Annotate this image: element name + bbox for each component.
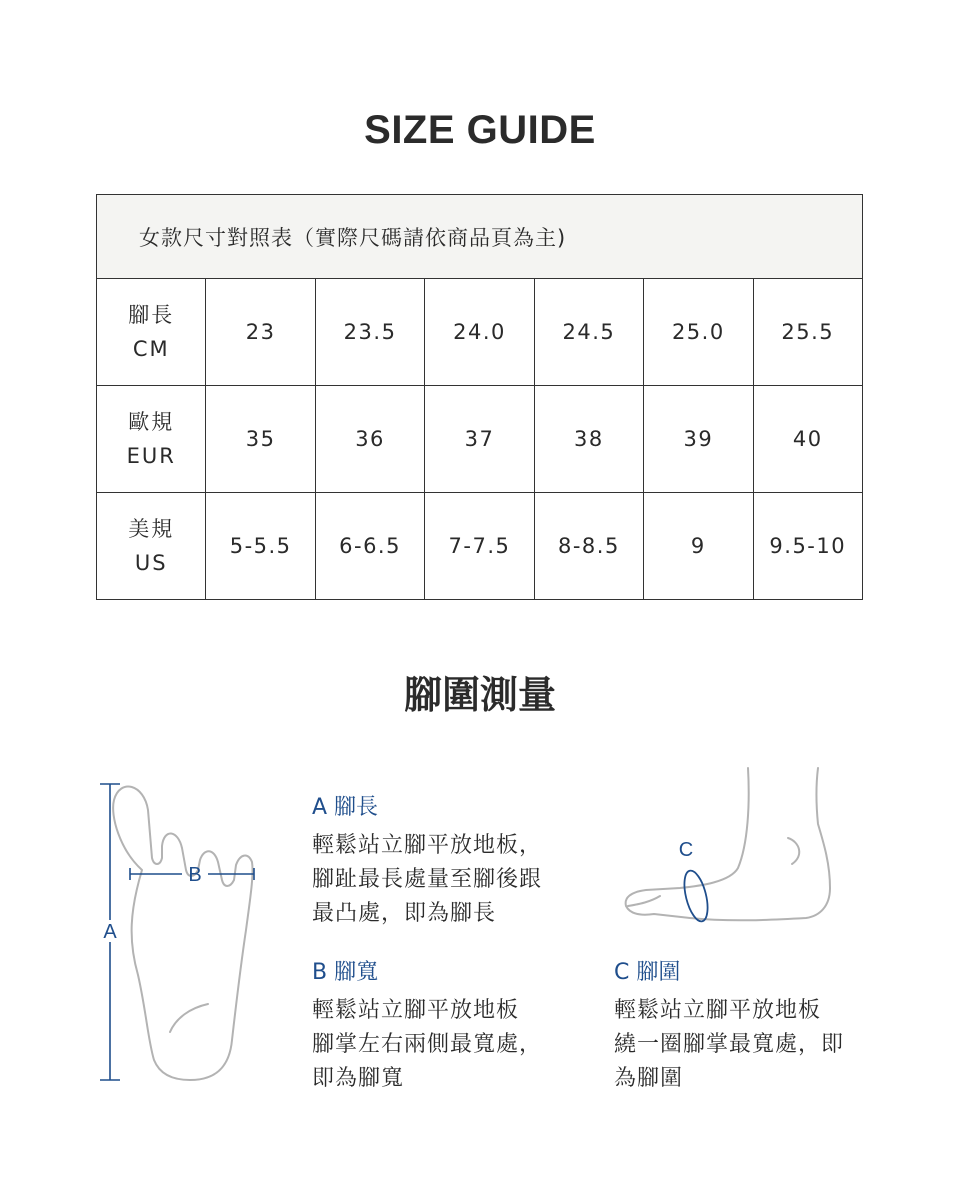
row-label-bottom: EUR bbox=[126, 444, 176, 468]
table-cell: 9 bbox=[644, 493, 753, 600]
row-label-cm bbox=[97, 279, 206, 386]
diagram-label-b: B bbox=[188, 864, 202, 886]
row-label-us bbox=[97, 493, 206, 600]
desc-line: 腳趾最長處量至腳後跟 bbox=[312, 867, 543, 892]
row-label-top: 美規 bbox=[128, 517, 175, 541]
ankle-curve bbox=[788, 838, 799, 864]
table-cell: 23 bbox=[206, 279, 315, 386]
desc-b bbox=[312, 958, 542, 1096]
desc-line: 腳掌左右兩側最寬處， bbox=[312, 1032, 543, 1057]
measure-title: 腳圍測量 bbox=[403, 673, 556, 717]
desc-line: 為腳圍 bbox=[614, 1066, 684, 1091]
arch-curve bbox=[170, 1004, 208, 1032]
row-label-bottom: CM bbox=[132, 337, 170, 361]
size-table-header-row bbox=[97, 195, 863, 279]
desc-line: 輕鬆站立腳平放地板， bbox=[312, 833, 543, 858]
diagram-label-c: C bbox=[678, 839, 694, 861]
table-cell: 9.5-10 bbox=[753, 493, 862, 600]
table-cell: 40 bbox=[753, 386, 862, 493]
foot-outline bbox=[113, 787, 252, 1080]
desc-line: 繞一圈腳掌最寬處，即 bbox=[614, 1032, 845, 1057]
desc-line: 最凸處，即為腳長 bbox=[312, 901, 497, 926]
row-label-bottom: US bbox=[134, 551, 168, 575]
page-title: SIZE GUIDE bbox=[364, 108, 596, 152]
table-cell: 35 bbox=[206, 386, 315, 493]
table-cell: 24.5 bbox=[534, 279, 643, 386]
table-cell: 36 bbox=[315, 386, 424, 493]
size-table-header: 女款尺寸對照表（實際尺碼請依商品頁為主) bbox=[97, 195, 863, 279]
table-cell: 23.5 bbox=[315, 279, 424, 386]
table-cell: 8-8.5 bbox=[534, 493, 643, 600]
table-row bbox=[97, 493, 863, 600]
row-label-top: 腳長 bbox=[128, 303, 175, 327]
table-cell: 25.5 bbox=[753, 279, 862, 386]
foot-side-diagram bbox=[620, 764, 850, 934]
size-table bbox=[96, 194, 863, 600]
desc-a-label: A 腳長 bbox=[312, 795, 379, 820]
table-cell: 7-7.5 bbox=[425, 493, 534, 600]
table-cell: 24.0 bbox=[425, 279, 534, 386]
desc-a bbox=[312, 793, 542, 931]
table-cell: 39 bbox=[644, 386, 753, 493]
table-cell: 25.0 bbox=[644, 279, 753, 386]
desc-b-label: B 腳寬 bbox=[312, 960, 379, 985]
desc-line: 輕鬆站立腳平放地板 bbox=[312, 998, 520, 1023]
table-row bbox=[97, 279, 863, 386]
girth-loop bbox=[680, 868, 712, 923]
row-label-top: 歐規 bbox=[128, 410, 175, 434]
table-cell: 37 bbox=[425, 386, 534, 493]
table-cell: 38 bbox=[534, 386, 643, 493]
table-row bbox=[97, 386, 863, 493]
table-cell: 6-6.5 bbox=[315, 493, 424, 600]
desc-line: 即為腳寬 bbox=[312, 1066, 405, 1091]
toe-curve bbox=[628, 896, 660, 906]
desc-line: 輕鬆站立腳平放地板 bbox=[614, 998, 822, 1023]
desc-c bbox=[614, 958, 844, 1096]
diagram-label-a: A bbox=[103, 921, 117, 943]
row-label-eur bbox=[97, 386, 206, 493]
foot-sole-diagram bbox=[90, 770, 270, 1090]
table-cell: 5-5.5 bbox=[206, 493, 315, 600]
desc-c-label: C 腳圍 bbox=[614, 960, 681, 985]
